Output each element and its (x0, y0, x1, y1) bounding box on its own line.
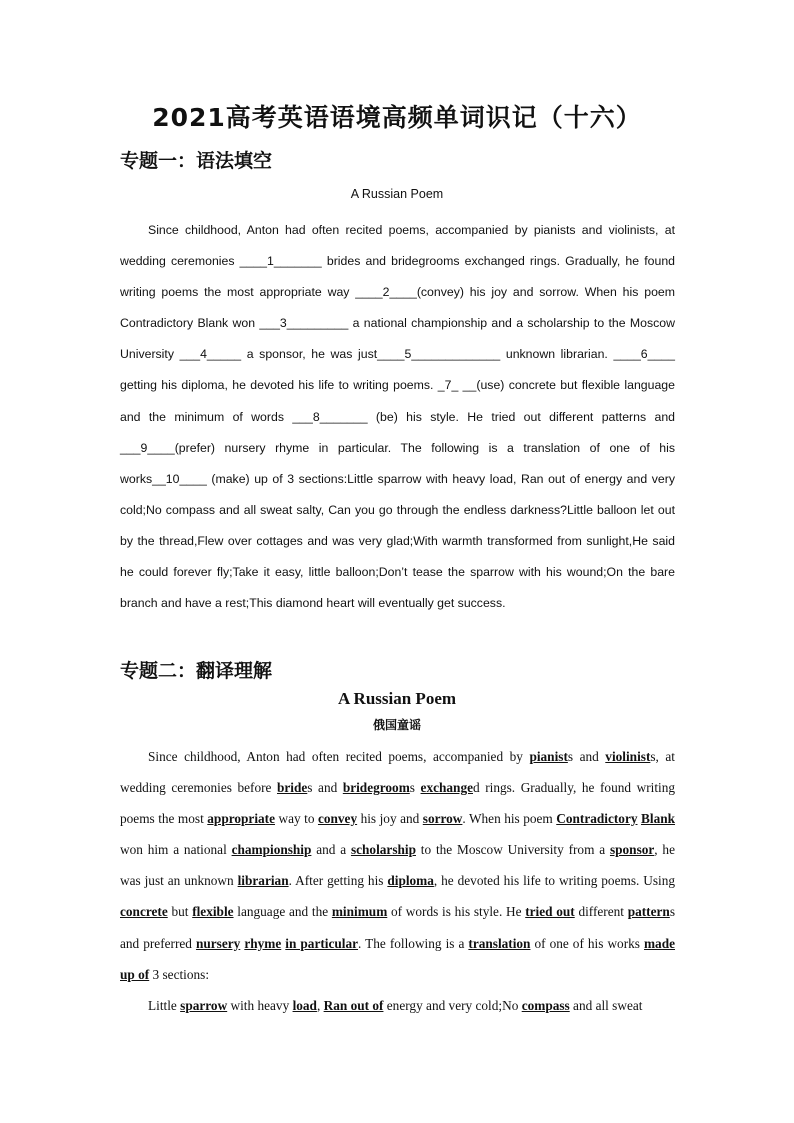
poem-paragraph: Little sparrow with heavy load, Ran out of energy and very cold;No compass and all sweat (148, 997, 643, 1013)
keyword: pattern (627, 904, 670, 920)
keyword: scholarship (350, 842, 416, 858)
translation-passage-title: A Russian Poem (337, 689, 457, 708)
keyword: nursery (195, 935, 241, 951)
section-heading-grammar: 专题一：语法填空 (120, 150, 273, 172)
keyword: sparrow (180, 997, 228, 1013)
keyword: championship (231, 842, 312, 858)
keyword: sponsor (609, 842, 655, 858)
passage-title: A Russian Poem (350, 187, 444, 201)
grammar-passage (120, 215, 675, 619)
keyword: minimum (331, 904, 388, 920)
keyword: concrete (120, 904, 168, 920)
keyword: convey (317, 811, 358, 827)
keyword: bride (277, 780, 308, 796)
keyword: load (292, 997, 317, 1013)
keyword: librarian (237, 873, 289, 889)
keyword: in particular (285, 935, 359, 951)
section-heading-translation: 专题二：翻译理解 (120, 660, 273, 682)
keyword: violinist (605, 749, 651, 764)
keyword: flexible (192, 904, 234, 920)
keyword: exchange (420, 780, 473, 796)
keyword: diploma (387, 873, 434, 889)
keyword: bridegroom (342, 780, 410, 796)
translation-paragraph: Since childhood, Anton had often recited poems, accompanied by pianists and violinists, at wedding ceremonies before brides and bridegrooms exchanged rings. Gradually, he found writing poems the most appropriate way to convey his joy and sorrow. When his poem Contradictory Blank won him a national championship and a scholarship to the Moscow University from a sponsor, he was just an unknown librarian. After getting his diploma, he devoted his life to writing poems. Using concrete but flexible language and the minimum of words is his style. He tried out different patterns and preferred nursery rhyme in particular. The following is a translation of one of his works made up of 3 sections: (120, 749, 676, 982)
translation-passage-title-cn: 俄国童谣 (372, 718, 421, 732)
grammar-passage-text: Since childhood, Anton had often recited poems, accompanied by pianists and violinists, at wedding ceremonies ____1_______ brides and bridegrooms exchanged rings. Gradually, he found writing poems the most appropriate way ____2____(convey) his joy and sorrow. When his poem Contradictory Blank won ___3_________ a national championship and a scholarship to the Moscow University ___4_____ a sponsor, he was just____5_____________ unknown librarian. ____6____ getting his diploma, he devoted his life to writing poems. _7_ __(use) concrete but flexible language and the minimum of words ___8_______ (be) his style. He tried out different patterns and ___9____(prefer) nursery rhyme in particular. The following is a translation of one of his works__10____ (make) up of 3 sections:Little sparrow with heavy load, Ran out of energy and very cold;No compass and all sweat salty, Can you go through the endless darkness?Little balloon let out by the thread,Flew over cottages and was very glad;With warmth transformed from sunlight,He said he could forever fly;Take it easy, little balloon;Don’t tease the sparrow with his wound;On the bare branch and have a rest;This diamond heart will eventually get success. (120, 223, 675, 611)
keyword: translation (468, 935, 531, 951)
keyword: sorrow (422, 811, 463, 827)
keyword: rhyme (244, 935, 282, 951)
document-title: 2021高考英语语境高频单词识记（十六） (152, 103, 642, 132)
keyword: Blank (641, 811, 676, 827)
keyword: tried out (525, 904, 575, 920)
keyword: made up of (120, 935, 676, 982)
keyword: appropriate (207, 811, 275, 827)
translation-passage (120, 741, 675, 1021)
keyword: pianist (529, 749, 568, 764)
keyword: Contradictory (556, 811, 638, 827)
keyword: Ran out of (323, 997, 384, 1013)
keyword: compass (521, 997, 570, 1013)
